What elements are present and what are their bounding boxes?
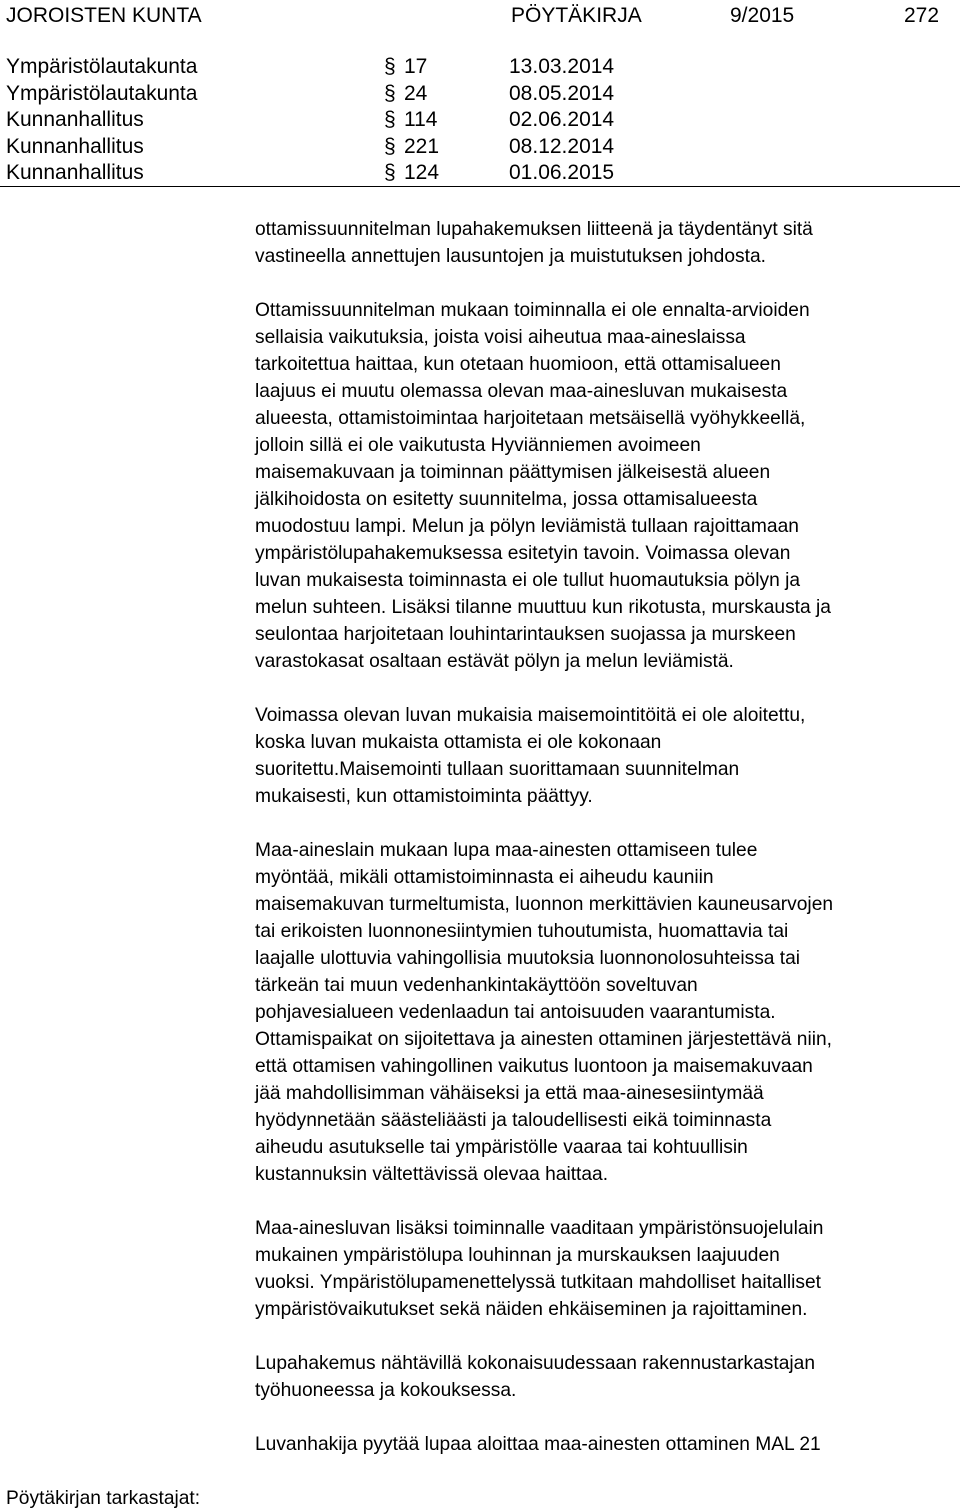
body-paragraph: Voimassa olevan luvan mukaisia maisemointitöitä ei ole aloitettu, koska luvan mukaista ottamista ei ole kokonaan suoritettu.Maisemointi tullaan suorittamaan suunnitelman mukaisesti, kun ottamistoiminta päättyy. xyxy=(255,705,806,807)
reference-row xyxy=(0,134,960,161)
reference-date: 02.06.2014 xyxy=(509,108,615,131)
reference-body: Kunnanhallitus xyxy=(6,161,144,184)
section-sign: § xyxy=(384,81,396,105)
page-header xyxy=(0,0,960,30)
body-paragraph: Maa-ainesluvan lisäksi toiminnalle vaaditaan ympäristönsuojelulain mukainen ympäristölupa louhinnan ja murskauksen laajuuden vuoksi. Ympäristölupamenettelyssä tutkitaan mahdolliset haitalliset ympäristövaikutukset sekä näiden ehkäiseminen ja rajoittaminen. xyxy=(255,1218,824,1320)
reference-section: 17 xyxy=(404,55,428,78)
section-sign: § xyxy=(384,134,396,158)
minutes-reviewers-label: Pöytäkirjan tarkastajat: xyxy=(6,1488,201,1509)
reference-date: 01.06.2015 xyxy=(509,161,615,184)
body-paragraph: Maa-aineslain mukaan lupa maa-ainesten ottamiseen tulee myöntää, mikäli ottamistoiminnasta ei aiheudu kauniin maisemakuvan turmeltumista, luonnon merkittävien kauneusarvojen tai erikoisten luonnonesiintymien tuhoutumista, huomattavia tai laajalle ulottuvia vahingollisia muutoksia luonnonolosuhteissa tai tärkeän tai muun vedenhankintakäyttöön soveltuvan pohjavesialueen vedenlaadun tai antoisuuden vaarantumista. Ottamispaikat on sijoitettava ja ainesten ottaminen järjestettävä niin, että ottamisen vahingollinen vaikutus luontoon ja maisemakuvaan jää mahdollisimman vähäiseksi ja että maa-ainesesiintymää hyödynnetään säästeliäästi ja taloudellisesti eikä toiminnasta aiheudu asutukselle tai ympäristölle vaaraa tai kohtuullisin kustannuksin vältettävissä olevaa haittaa. xyxy=(255,840,834,1185)
reference-body: Kunnanhallitus xyxy=(6,108,144,131)
section-sign: § xyxy=(384,55,396,78)
body-paragraph: Lupahakemus nähtävillä kokonaisuudessaan rakennustarkastajan työhuoneessa ja kokouksessa. xyxy=(255,1353,816,1401)
document-type: PÖYTÄKIRJA xyxy=(511,4,642,27)
section-sign: § xyxy=(384,161,396,184)
reference-body: Kunnanhallitus xyxy=(6,134,144,158)
reference-row xyxy=(0,107,960,134)
reference-divider xyxy=(0,186,960,187)
reference-section: 24 xyxy=(404,81,428,105)
meeting-references xyxy=(0,54,960,187)
reference-section: 221 xyxy=(404,134,440,158)
reference-date: 13.03.2014 xyxy=(509,55,615,78)
body-paragraph: Luvanhakija pyytää lupaa aloittaa maa-ainesten ottaminen MAL 21 xyxy=(255,1434,821,1455)
section-sign: § xyxy=(384,108,396,131)
reference-row xyxy=(0,81,960,108)
reference-body: Ympäristölautakunta xyxy=(6,55,198,78)
reference-date: 08.12.2014 xyxy=(509,134,615,158)
organization-name: JOROISTEN KUNTA xyxy=(6,4,202,27)
reference-date: 08.05.2014 xyxy=(509,81,615,105)
reference-row xyxy=(0,160,960,187)
body-paragraph: Ottamissuunnitelman mukaan toiminnalla ei ole ennalta-arvioiden sellaisia vaikutuksia, joista voisi aiheutua maa-aineslaissa tarkoitettua haittaa, kun otetaan huomioon, että ottamisalueen laajuus ei muutu olemassa olevan maa-ainesluvan mukaisesta alueesta, ottamistoimintaa harjoitetaan metsäisellä vyöhykkeellä, jolloin sillä ei ole vaikutusta Hyviänniemen avoimeen maisemakuvaan ja toiminnan päättymisen jälkeisestä alueen jälkihoidosta on esitetty suunnitelma, jossa ottamisalueesta muodostuu lampi. Melun ja pölyn leviämistä tullaan rajoittamaan ympäristölupahakemuksessa esitetyin tavoin. Voimassa olevan luvan mukaisesta toiminnasta ei ole tullut huomautuksia pölyn ja melun suhteen. Lisäksi tilanne muuttuu kun rikotusta, murskausta ja seulontaa harjoitetaan louhintarintauksen suojassa ja murskeen varastokasat osaltaan estävät pölyn ja melun leviämistä. xyxy=(255,300,831,672)
reference-section: 124 xyxy=(404,161,440,184)
minutes-body xyxy=(255,216,955,1458)
body-paragraph: ottamissuunnitelman lupahakemuksen liitteenä ja täydentänyt sitä vastineella annettujen lausuntojen ja muistutuksen johdosta. xyxy=(255,219,813,267)
document-number: 9/2015 xyxy=(730,4,795,27)
reference-section: 114 xyxy=(404,108,438,131)
reference-body: Ympäristölautakunta xyxy=(6,81,198,105)
reference-row xyxy=(0,54,960,81)
page-number: 272 xyxy=(904,4,940,27)
